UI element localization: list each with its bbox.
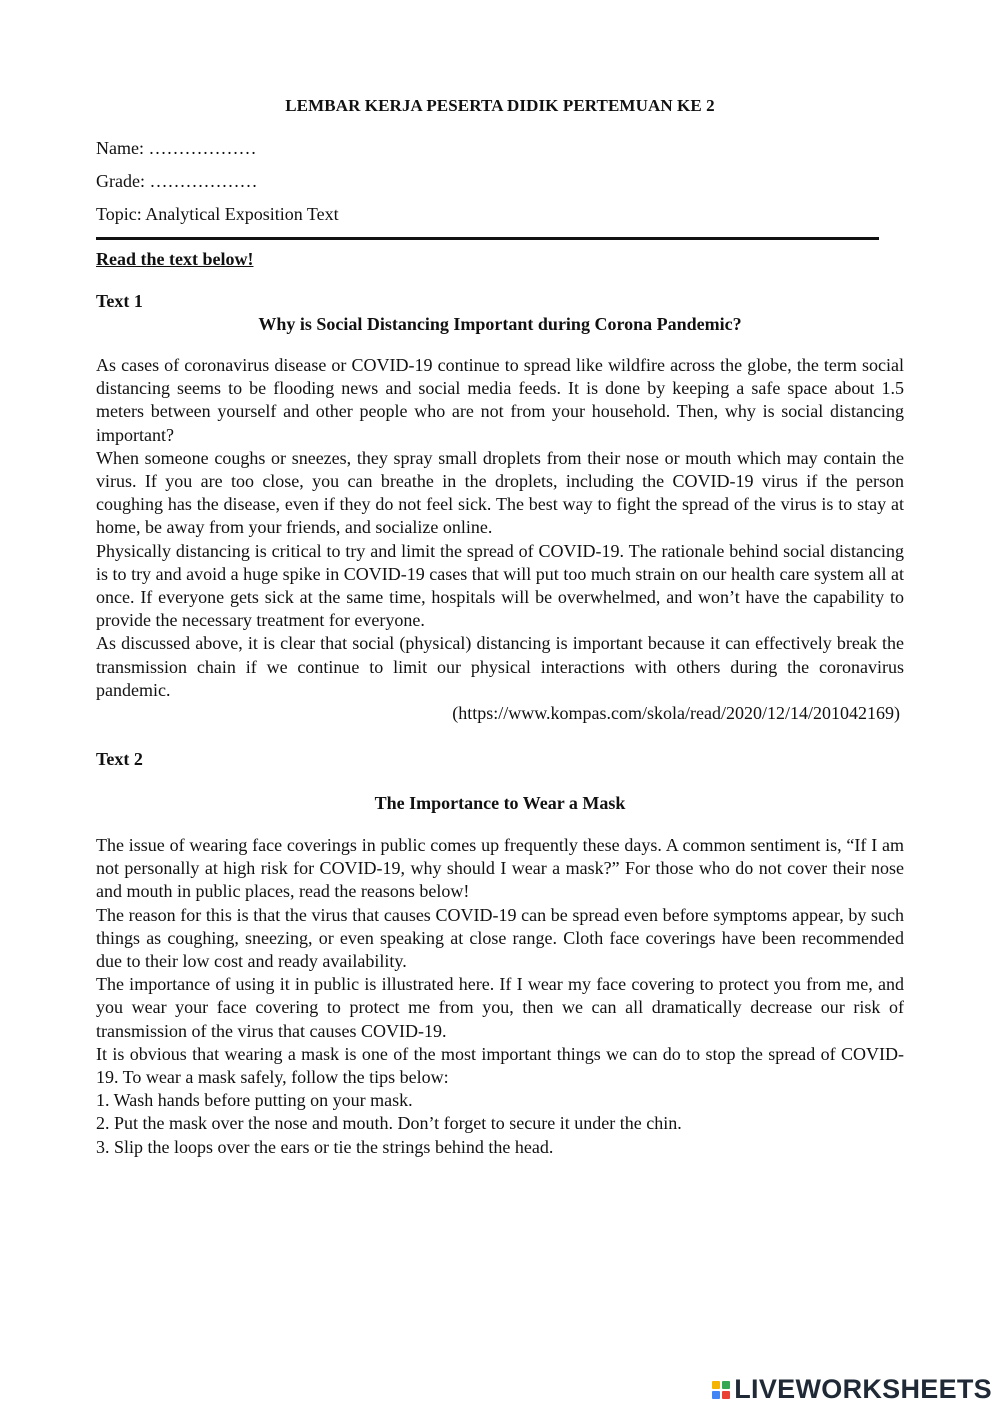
liveworksheets-logo xyxy=(712,1374,992,1405)
text-1-paragraph: As cases of coronavirus disease or COVID-19 continue to spread like wildfire across the globe, the term social distancing seems to be flooding news and social media feeds. It is done by keeping a safe space about 1.5 meters between yourself and other people who are not from your household. Then, why is social distancing important? xyxy=(96,355,904,445)
text-2-paragraph: The reason for this is that the virus that causes COVID-19 can be spread even before symptoms appear, by such things as coughing, sneezing, or even speaking at close range. Cloth face coverings have been recommended due to their low cost and ready availability. xyxy=(96,904,904,972)
worksheet-title: LEMBAR KERJA PESERTA DIDIK PERTEMUAN KE 2 xyxy=(285,96,715,115)
logo-square-icon xyxy=(722,1381,730,1389)
topic-field: Topic: Analytical Exposition Text xyxy=(96,204,339,224)
text-2-label: Text 2 xyxy=(96,749,143,770)
logo-grid-icon xyxy=(712,1381,730,1399)
text-2-section xyxy=(96,749,904,1159)
logo-text: LIVEWORKSHEETS xyxy=(734,1374,992,1404)
text-1-paragraph: As discussed above, it is clear that social (physical) distancing is important because it can effectively break the transmission chain if we continue to limit our physical interactions with others during the coronavirus pandemic. xyxy=(96,633,904,700)
list-item: 1. Wash hands before putting on your mask. xyxy=(96,1090,413,1111)
text-1-label: Text 1 xyxy=(96,291,143,311)
text-1-section xyxy=(96,291,904,725)
list-item: 3. Slip the loops over the ears or tie the strings behind the head. xyxy=(96,1136,554,1157)
list-item: 2. Put the mask over the nose and mouth. Don’t forget to secure it under the chin. xyxy=(96,1113,682,1134)
text-1-source: (https://www.kompas.com/skola/read/2020/12/14/201042169) xyxy=(452,703,900,724)
text-1-paragraph: Physically distancing is critical to try and limit the spread of COVID-19. The rationale behind social distancing is to try and avoid a huge spike in COVID-19 cases that will put too much strain on our health care system all at once. If everyone gets sick at the same time, hospitals will be overwhelmed, and won’t have the capability to provide the necessary treatment for everyone. xyxy=(96,540,904,631)
logo-square-icon xyxy=(712,1381,720,1389)
mask-tips-list xyxy=(96,1089,904,1159)
logo-square-icon xyxy=(712,1391,720,1399)
text-1-title: Why is Social Distancing Important during Corona Pandemic? xyxy=(258,314,742,334)
worksheet-page xyxy=(96,96,904,1159)
logo-square-icon xyxy=(722,1391,730,1399)
reading-instruction: Read the text below! xyxy=(96,249,254,269)
text-2-paragraph: It is obvious that wearing a mask is one of the most important things we can do to stop the spread of COVID-19. To wear a mask safely, follow the tips below: xyxy=(96,1043,904,1088)
text-2-paragraph: The issue of wearing face coverings in public comes up frequently these days. A common sentiment is, “If I am not personally at high risk for COVID-19, why should I wear a mask?” For those who do not cover their nose and mouth in public places, read the reasons below! xyxy=(96,835,904,902)
section-spacer xyxy=(96,725,904,749)
text-2-paragraph: The importance of using it in public is illustrated here. If I wear my face covering to protect you from me, and you wear your face covering to protect me from you, then we can all dramatically decrease our risk of transmission of the virus that causes COVID-19. xyxy=(96,974,904,1041)
name-field: Name: ……………… xyxy=(96,138,257,158)
grade-field: Grade: ……………… xyxy=(96,171,258,191)
text-1-paragraph: When someone coughs or sneezes, they spray small droplets from their nose or mouth which may contain the virus. If you are too close, you can breathe in the droplets, including the COVID-19 virus if the person coughing has the disease, even if they do not feel sick. The best way to fight the spread of the virus is to stay at home, be away from your friends, and socialize online. xyxy=(96,447,904,538)
text-2-title: The Importance to Wear a Mask xyxy=(374,793,626,814)
header-divider xyxy=(96,237,879,240)
